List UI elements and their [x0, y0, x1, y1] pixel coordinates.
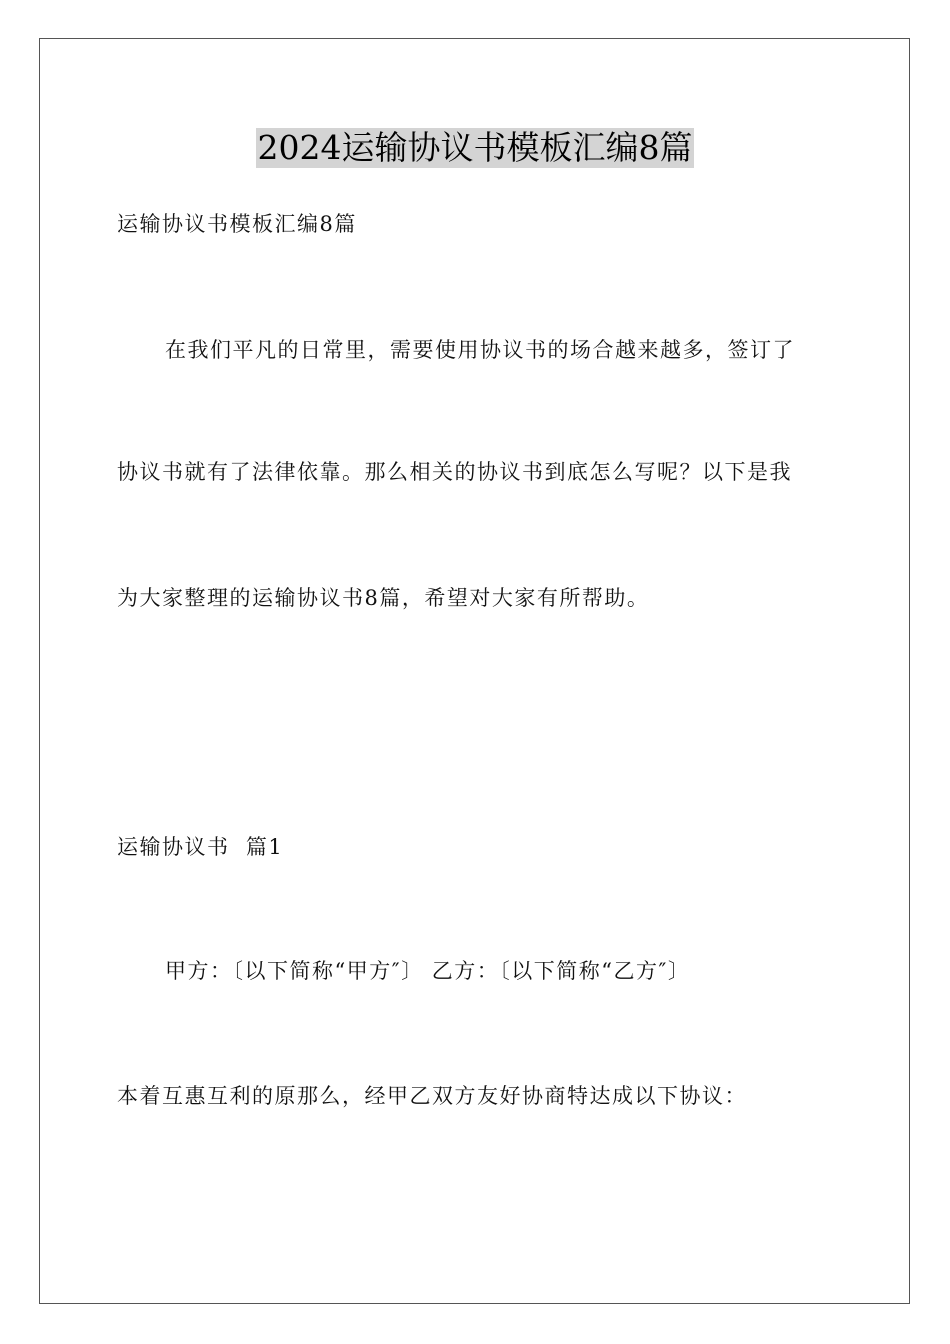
- document-subtitle: 运输协议书模板汇编8篇: [117, 212, 357, 236]
- intro-line-3: 为大家整理的运输协议书8篇，希望对大家有所帮助。: [117, 586, 650, 610]
- intro-line-1: 在我们平凡的日常里，需要使用协议书的场合越来越多，签订了: [165, 338, 795, 362]
- title-container: [0, 128, 950, 168]
- parties-line: 甲方：〔以下简称“甲方″〕 乙方：〔以下简称“乙方″〕: [165, 959, 691, 983]
- section-heading: 运输协议书 篇1: [117, 835, 284, 859]
- agreement-line: 本着互惠互利的原那么，经甲乙双方友好协商特达成以下协议：: [117, 1084, 747, 1108]
- intro-line-2: 协议书就有了法律依靠。那么相关的协议书到底怎么写呢？以下是我: [117, 460, 792, 484]
- document-title: 2024运输协议书模板汇编8篇: [257, 128, 693, 167]
